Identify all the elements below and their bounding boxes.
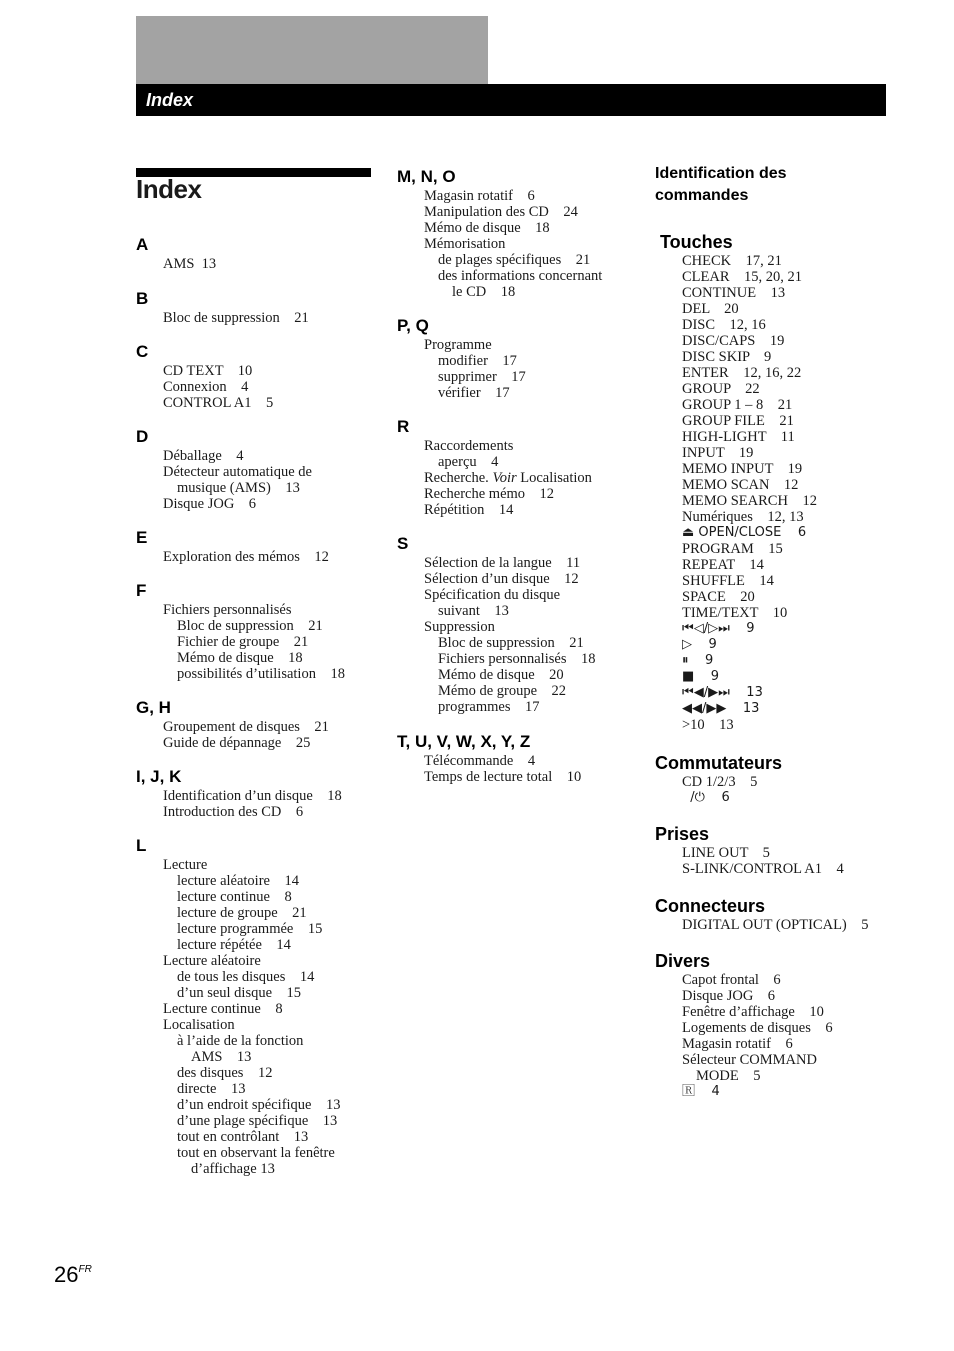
page-number-value: 26 bbox=[54, 1262, 79, 1287]
control-entry: Numériques 12, 13 bbox=[682, 509, 804, 525]
control-entry: MEMO INPUT 19 bbox=[682, 461, 803, 477]
index-entry: à l’aide de la fonction bbox=[177, 1033, 304, 1049]
section-letter: T, U, V, W, X, Y, Z bbox=[397, 732, 531, 751]
index-entry: CONTROL A1 5 bbox=[163, 395, 274, 411]
controls-section-connecteurs bbox=[655, 895, 905, 933]
control-entry: DIGITAL OUT (OPTICAL) 5 bbox=[682, 917, 869, 933]
index-entry: d’un seul disque 15 bbox=[177, 985, 302, 1001]
control-entry: Logements de disques 6 bbox=[682, 1020, 833, 1036]
control-entry: CONTINUE 13 bbox=[682, 285, 786, 301]
index-entry: possibilités d’utilisation 18 bbox=[177, 666, 345, 682]
index-entry: Groupement de disques 21 bbox=[163, 719, 329, 735]
page-number bbox=[54, 1262, 92, 1288]
control-entry: DISC SKIP 9 bbox=[682, 349, 772, 365]
index-entry: Sélection de la langue 11 bbox=[424, 555, 581, 571]
controls-category-title: Connecteurs bbox=[655, 896, 766, 916]
index-entry: le CD 18 bbox=[452, 284, 516, 300]
index-entry: lecture aléatoire 14 bbox=[177, 873, 299, 889]
controls-category-title: Commutateurs bbox=[655, 753, 783, 773]
control-entry: Disque JOG 6 bbox=[682, 988, 776, 1004]
index-entry: musique (AMS) 13 bbox=[177, 480, 300, 496]
controls-heading-line-1: Identification des bbox=[655, 165, 787, 182]
controls-section-prises bbox=[655, 823, 905, 877]
control-entry: DISC/CAPS 19 bbox=[682, 333, 785, 349]
controls-section-commutateurs bbox=[655, 752, 905, 806]
index-entry: AMS 13 bbox=[191, 1049, 252, 1065]
index-entry: Temps de lecture total 10 bbox=[424, 769, 582, 785]
index-entry: des disques 12 bbox=[177, 1065, 273, 1081]
control-entry: MODE 5 bbox=[696, 1068, 761, 1084]
section-letter: L bbox=[136, 836, 147, 855]
control-entry: HIGH-LIGHT 11 bbox=[682, 429, 795, 445]
control-entry: 🅁 4 bbox=[682, 1084, 720, 1099]
index-entry: Fichier de groupe 21 bbox=[177, 634, 309, 650]
index-entry: Mémo de disque 20 bbox=[438, 667, 564, 683]
index-entry: Programme bbox=[424, 337, 492, 353]
index-entry: Mémo de groupe 22 bbox=[438, 683, 567, 699]
index-entry: Sélection d’un disque 12 bbox=[424, 571, 579, 587]
col2-section-s bbox=[397, 533, 647, 715]
index-entry: Bloc de suppression 21 bbox=[163, 310, 309, 326]
index-entry: Lecture aléatoire bbox=[163, 953, 261, 969]
index-entry: lecture continue 8 bbox=[177, 889, 292, 905]
index-entry: supprimer 17 bbox=[438, 369, 526, 385]
controls-heading-line-2: commandes bbox=[655, 187, 749, 204]
index-entry: des informations concernant bbox=[438, 268, 603, 284]
control-entry: /⏻ 6 bbox=[682, 790, 730, 805]
index-entry: Bloc de suppression 21 bbox=[438, 635, 584, 651]
control-entry: DEL 20 bbox=[682, 301, 739, 317]
index-entry: directe 13 bbox=[177, 1081, 246, 1097]
control-entry: >10 13 bbox=[682, 717, 734, 733]
section-letter: S bbox=[397, 534, 409, 553]
control-entry: GROUP FILE 21 bbox=[682, 413, 794, 429]
section-letter: F bbox=[136, 581, 147, 600]
control-entry: CLEAR 15, 20, 21 bbox=[682, 269, 803, 285]
index-entry: Répétition 14 bbox=[424, 502, 514, 518]
section-letter: B bbox=[136, 289, 149, 308]
control-entry: GROUP 1 – 8 21 bbox=[682, 397, 793, 413]
control-entry: ⏮◀/▶⏭ 13 bbox=[682, 685, 763, 700]
index-entry: lecture répétée 14 bbox=[177, 937, 291, 953]
section-letter: E bbox=[136, 528, 148, 547]
page-title: Index bbox=[136, 174, 202, 204]
index-entry: d’une plage spécifique 13 bbox=[177, 1113, 338, 1129]
index-entry: Détecteur automatique de bbox=[163, 464, 312, 480]
controls-section-touches bbox=[655, 231, 905, 733]
index-entry: d’affichage 13 bbox=[191, 1161, 275, 1177]
index-entry: d’un endroit spécifique 13 bbox=[177, 1097, 341, 1113]
control-entry: Sélecteur COMMAND bbox=[682, 1052, 817, 1068]
index-entry: Lecture continue 8 bbox=[163, 1001, 283, 1017]
index-entry: Déballage 4 bbox=[163, 448, 244, 464]
page-lang: FR bbox=[78, 1264, 92, 1275]
index-entry: Suppression bbox=[424, 619, 495, 635]
control-entry: ⏸ 9 bbox=[682, 653, 714, 668]
control-entry: DISC 12, 16 bbox=[682, 317, 766, 333]
control-entry: MEMO SEARCH 12 bbox=[682, 493, 817, 509]
index-entry: Localisation bbox=[163, 1017, 235, 1033]
col1-section-b bbox=[136, 288, 386, 326]
index-entry: CD TEXT 10 bbox=[163, 363, 253, 379]
entry-text: Localisation bbox=[516, 470, 592, 486]
control-entry: ⏮◁/▷⏭ 9 bbox=[682, 621, 755, 636]
control-entry: S-LINK/CONTROL A1 4 bbox=[682, 861, 844, 877]
control-entry: SHUFFLE 14 bbox=[682, 573, 774, 589]
controls-section-divers bbox=[655, 950, 905, 1100]
control-entry: Capot frontal 6 bbox=[682, 972, 781, 988]
index-entry: lecture programmée 15 bbox=[177, 921, 323, 937]
control-entry: PROGRAM 15 bbox=[682, 541, 783, 557]
index-entry: Manipulation des CD 24 bbox=[424, 204, 578, 220]
section-letter: A bbox=[136, 235, 149, 254]
section-letter: C bbox=[136, 342, 149, 361]
header-gray-block bbox=[136, 16, 488, 84]
index-entry: Guide de dépannage 25 bbox=[163, 735, 311, 751]
col1-section-c bbox=[136, 341, 386, 411]
header-tab-label: Index bbox=[146, 90, 194, 110]
control-entry: ENTER 12, 16, 22 bbox=[682, 365, 802, 381]
index-entry: Magasin rotatif 6 bbox=[424, 188, 535, 204]
col1-section-a bbox=[136, 234, 386, 272]
control-entry: MEMO SCAN 12 bbox=[682, 477, 799, 493]
index-entry: aperçu 4 bbox=[438, 454, 499, 470]
controls-category-title: Divers bbox=[655, 951, 711, 971]
section-letter: R bbox=[397, 417, 410, 436]
index-entry: Introduction des CD 6 bbox=[163, 804, 304, 820]
index-entry: Mémo de disque 18 bbox=[424, 220, 550, 236]
index-entry: tout en observant la fenêtre bbox=[177, 1145, 335, 1161]
col2-section-r bbox=[397, 416, 647, 518]
col1-section-e bbox=[136, 527, 386, 565]
index-entry: Recherche mémo 12 bbox=[424, 486, 555, 502]
control-entry: REPEAT 14 bbox=[682, 557, 764, 573]
entry-text: Recherche. bbox=[424, 470, 493, 486]
controls-category-title: Prises bbox=[655, 824, 710, 844]
index-entry: lecture de groupe 21 bbox=[177, 905, 307, 921]
index-entry: programmes 17 bbox=[438, 699, 540, 715]
control-entry: ⏏ OPEN/CLOSE 6 bbox=[682, 525, 807, 540]
control-entry: Magasin rotatif 6 bbox=[682, 1036, 793, 1052]
col2-section-t-u-v-w-x-y-z bbox=[397, 731, 647, 785]
control-entry: LINE OUT 5 bbox=[682, 845, 770, 861]
index-entry: suivant 13 bbox=[438, 603, 509, 619]
index-entry: tout en contrôlant 13 bbox=[177, 1129, 309, 1145]
index-entry: Fichiers personnalisés 18 bbox=[438, 651, 596, 667]
control-entry: ◀◀/▶▶ 13 bbox=[682, 701, 760, 716]
control-entry: INPUT 19 bbox=[682, 445, 754, 461]
col1-section-i-j-k bbox=[136, 766, 386, 820]
index-entry bbox=[397, 470, 647, 486]
section-letter: D bbox=[136, 427, 149, 446]
index-entry: Mémorisation bbox=[424, 236, 506, 252]
section-letter: P, Q bbox=[397, 316, 429, 335]
index-entry: Identification d’un disque 18 bbox=[163, 788, 342, 804]
index-entry: Lecture bbox=[163, 857, 208, 873]
index-entry: modifier 17 bbox=[438, 353, 517, 369]
col1-section-f bbox=[136, 580, 386, 682]
index-entry: de plages spécifiques 21 bbox=[438, 252, 591, 268]
section-letter: I, J, K bbox=[136, 767, 182, 786]
control-entry: ■ 9 bbox=[682, 669, 720, 684]
index-entry: Bloc de suppression 21 bbox=[177, 618, 323, 634]
index-entry: Raccordements bbox=[424, 438, 514, 454]
index-entry: Télécommande 4 bbox=[424, 753, 536, 769]
header-bar bbox=[136, 84, 886, 116]
index-entry: AMS 13 bbox=[163, 256, 217, 272]
col2-section-m-n-o bbox=[397, 166, 647, 300]
col2-section-p-q bbox=[397, 315, 647, 401]
section-letter: M, N, O bbox=[397, 167, 456, 186]
control-entry: CD 1/2/3 5 bbox=[682, 774, 758, 790]
index-entry: de tous les disques 14 bbox=[177, 969, 315, 985]
control-entry: CHECK 17, 21 bbox=[682, 253, 782, 269]
index-entry: Disque JOG 6 bbox=[163, 496, 257, 512]
entry-see-also: Voir bbox=[492, 470, 517, 486]
controls-category-title: Touches bbox=[660, 232, 733, 252]
index-entry: vérifier 17 bbox=[438, 385, 510, 401]
index-entry: Spécification du disque bbox=[424, 587, 561, 603]
control-entry: TIME/TEXT 10 bbox=[682, 605, 788, 621]
index-entry: Exploration des mémos 12 bbox=[163, 549, 329, 565]
control-entry: ▷ 9 bbox=[682, 637, 717, 652]
index-entry: Mémo de disque 18 bbox=[177, 650, 303, 666]
col1-section-d bbox=[136, 426, 386, 512]
control-entry: GROUP 22 bbox=[682, 381, 760, 397]
index-entry: Connexion 4 bbox=[163, 379, 249, 395]
control-entry: SPACE 20 bbox=[682, 589, 755, 605]
col1-section-g-h bbox=[136, 697, 386, 751]
control-entry: Fenêtre d’affichage 10 bbox=[682, 1004, 824, 1020]
section-letter: G, H bbox=[136, 698, 171, 717]
col1-section-l bbox=[136, 835, 386, 1177]
index-entry: Fichiers personnalisés bbox=[163, 602, 292, 618]
controls-heading bbox=[655, 163, 787, 207]
